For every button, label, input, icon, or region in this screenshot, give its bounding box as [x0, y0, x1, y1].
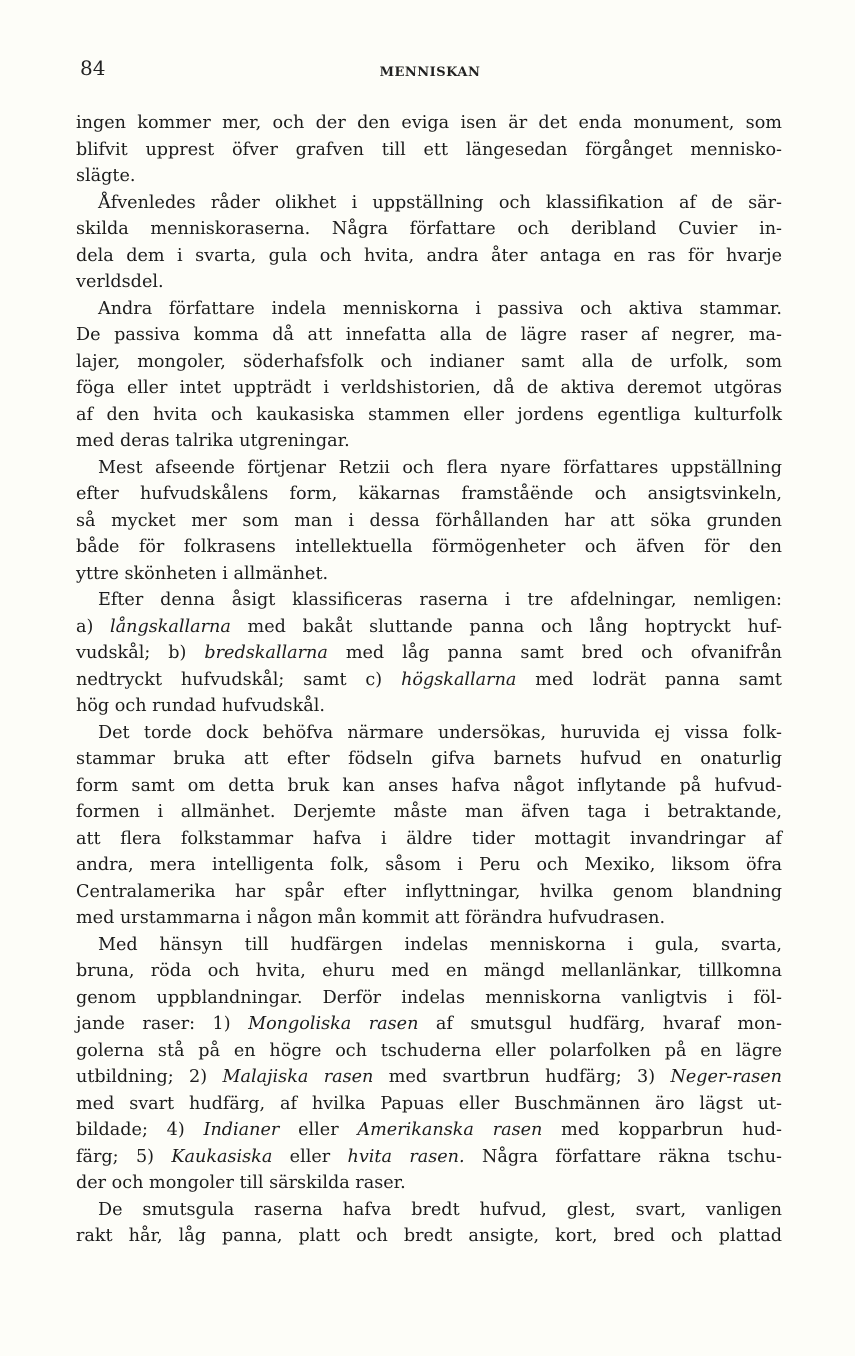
text-line: der och mongoler till särskilda raser. — [76, 1173, 406, 1193]
text-line: Mest afseende förtjenar Retzii och flera nyare författares uppställning — [98, 457, 782, 478]
text-line: skilda menniskoraserna. Några författare och deribland Cuvier in- — [76, 219, 782, 239]
text-line: blifvit upprest öfver grafven till ett längesedan förgånget mennisko- — [76, 139, 782, 160]
text-run: eller — [272, 1146, 348, 1167]
text-line: dela dem i svarta, gula och hvita, andra åter antaga en ras för hvarje — [76, 245, 782, 266]
text-line: Centralamerika har spår efter inflyttningar, hvilka genom blandning — [76, 881, 782, 902]
text-line: andra, mera intelligenta folk, såsom i Peru och Mexiko, liksom öfra — [76, 855, 782, 875]
text-run: jande raser: 1) — [76, 1014, 249, 1034]
text-line: att flera folkstammar hafva i äldre tider mottagit invandringar af — [76, 828, 782, 849]
italic-term: Indianer — [203, 1120, 280, 1140]
italic-term: Amerikanska rasen — [357, 1120, 543, 1140]
text-line: De smutsgula raserna hafva bredt hufvud, glest, svart, vanligen — [98, 1199, 782, 1220]
text-line: föga eller intet uppträdt i verldshistorien, då de aktiva deremot utgöras — [76, 378, 782, 398]
text-line: med svart hudfärg, af hvilka Papuas eller Buschmännen äro lägst ut- — [76, 1093, 782, 1114]
text-line: stammar bruka att efter födseln gifva barnets hufvud en onaturlig — [76, 749, 782, 769]
text-run: med lodrät panna samt — [516, 669, 783, 690]
running-title: MENNISKAN — [379, 65, 481, 80]
italic-term: Kaukasiska — [171, 1146, 273, 1167]
text-line: slägte. — [76, 166, 136, 186]
text-line: Andra författare indela menniskorna i passiva och aktiva stammar. — [98, 298, 782, 319]
text-line: Med hänsyn till hudfärgen indelas menniskorna i gula, svarta, — [98, 934, 782, 955]
text-line — [76, 1117, 782, 1144]
text-line: rakt hår, låg panna, platt och bredt ansigte, kort, bred och plattad — [76, 1226, 782, 1246]
text-run: bildade; 4) — [76, 1120, 204, 1140]
text-run: utbildning; 2) — [76, 1067, 223, 1087]
text-run: eller — [279, 1120, 358, 1140]
text-line — [76, 1144, 782, 1171]
text-line: så mycket mer som man i dessa förhållanden har att söka grunden — [76, 510, 782, 531]
text-line: lajer, mongoler, söderhafsfolk och indianer samt alla de urfolk, som — [76, 351, 782, 372]
italic-term: bredskallarna — [204, 643, 328, 663]
text-run: färg; 5) — [76, 1146, 172, 1167]
text-line: ingen kommer mer, och der den eviga isen är det enda monument, som — [76, 113, 782, 133]
text-line: yttre skönheten i allmänhet. — [76, 563, 329, 584]
text-line: form samt om detta bruk kan anses hafva något inflytande på hufvud- — [76, 775, 782, 796]
page-header — [80, 56, 780, 86]
body-text — [76, 110, 782, 1250]
text-line — [76, 1064, 782, 1091]
text-line: Efter denna åsigt klassificeras raserna i tre afdelningar, nemligen: — [98, 590, 782, 610]
text-run: med svartbrun hudfärg; 3) — [373, 1067, 671, 1087]
italic-term: Mongoliska rasen — [248, 1014, 419, 1034]
italic-term: högskallarna — [401, 669, 517, 690]
text-run: vudskål; b) — [76, 643, 205, 663]
text-line: Det torde dock behöfva närmare undersökas, huruvida ej vissa folk- — [98, 722, 782, 743]
text-line: formen i allmänhet. Derjemte måste man äfven taga i betraktande, — [76, 802, 782, 822]
text-line — [76, 667, 782, 694]
text-run: med låg panna samt bred och ofvanifrån — [327, 643, 782, 663]
text-line: efter hufvudskålens form, käkarnas framståënde och ansigtsvinkeln, — [76, 484, 782, 504]
text-line: golerna stå på en högre och tschuderna eller polarfolken på en lägre — [76, 1040, 782, 1061]
text-line: bruna, röda och hvita, ehuru med en mängd mellanlänkar, tillkomna — [76, 961, 782, 981]
italic-term: hvita rasen. — [347, 1146, 465, 1167]
text-line: af den hvita och kaukasiska stammen eller jordens egentliga kulturfolk — [76, 404, 782, 425]
text-run: Några författare räkna tschu- — [464, 1146, 782, 1167]
text-line: Åfvenledes råder olikhet i uppställning och klassifikation af de sär- — [98, 192, 782, 213]
text-line: både för folkrasens intellektuella förmögenheter och äfven för den — [76, 537, 782, 557]
italic-term: Malajiska rasen — [222, 1067, 374, 1087]
text-line: verldsdel. — [76, 272, 164, 292]
text-line: De passiva komma då att innefatta alla de lägre raser af negrer, ma- — [76, 325, 782, 345]
text-line — [76, 1011, 782, 1038]
text-line: med urstammarna i någon mån kommit att förändra hufvudrasen. — [76, 908, 666, 928]
text-run: a) — [76, 616, 110, 637]
text-run: med bakåt sluttande panna och lång hoptryckt huf- — [230, 616, 782, 637]
text-line: med deras talrika utgreningar. — [76, 431, 350, 451]
text-run: med kopparbrun hud- — [542, 1120, 782, 1140]
text-line: genom uppblandningar. Derför indelas menniskorna vanligtvis i föl- — [76, 987, 782, 1008]
page-number: 84 — [80, 56, 106, 80]
text-run: af smutsgul hudfärg, hvaraf mon- — [418, 1014, 782, 1034]
italic-term: Neger-rasen — [670, 1067, 782, 1087]
text-line — [76, 614, 782, 641]
text-line — [76, 640, 782, 667]
text-run: nedtryckt hufvudskål; samt c) — [76, 669, 402, 690]
italic-term: långskallarna — [110, 616, 231, 637]
text-line: hög och rundad hufvudskål. — [76, 696, 325, 716]
